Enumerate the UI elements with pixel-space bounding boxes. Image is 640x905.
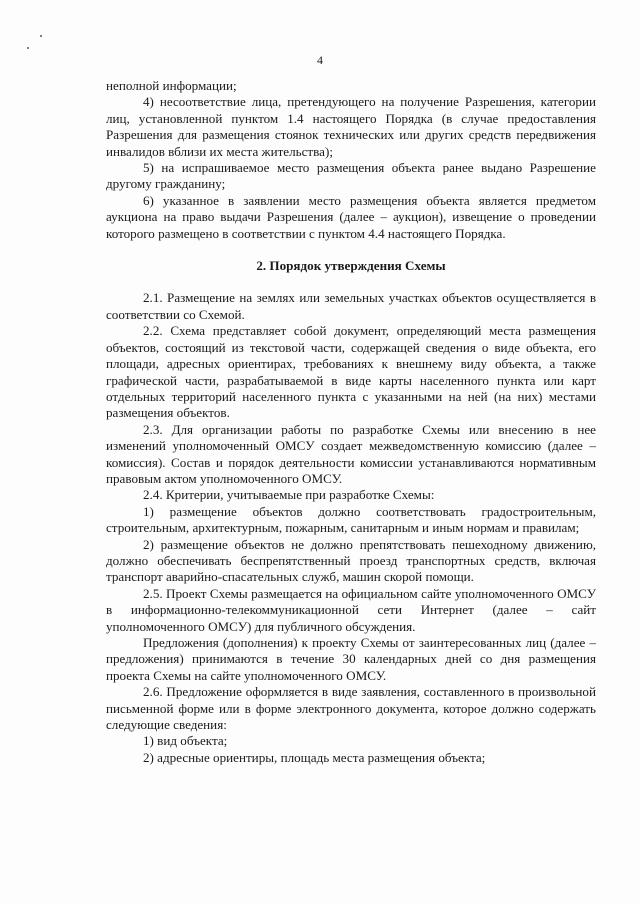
- paragraph: 2) размещение объектов не должно препятствовать пешеходному движению, должно обеспечивать беспрепятственный проезд транспортных средств, включая транспорт аварийно-спасательных служб, машин скорой помощи.: [106, 536, 596, 585]
- section-heading: 2. Порядок утверждения Схемы: [256, 258, 446, 274]
- scan-speck: [40, 35, 42, 37]
- paragraph: 2.6. Предложение оформляется в виде заявления, составленного в произвольной письменной форме или в форме электронного документа, которое должно содержать следующие сведения:: [106, 684, 596, 733]
- paragraph: 2.1. Размещение на землях или земельных участках объектов осуществляется в соответствии со Схемой.: [106, 290, 596, 322]
- paragraph: 4) несоответствие лица, претендующего на получение Разрешения, категории лиц, установленной пунктом 1.4 настоящего Порядка (в случае предоставления Разрешения для размещения стоянок технических или других средств передвижения инвалидов вблизи их места жительства);: [106, 94, 596, 159]
- paragraph: неполной информации;: [106, 78, 237, 93]
- document-body: [106, 78, 596, 766]
- page-number: 4: [317, 53, 323, 67]
- paragraph: 2.2. Схема представляет собой документ, определяющий места размещения объектов, состоящий из текстовой части, содержащей сведения о виде объекта, его площади, адресных ориентирах, требованиях к внешнему виду объекта, а также графической части, разрабатываемой в виде карты населенного пункта или карт отдельных территорий населенного пункта с указанными на ней (на них) местами размещения объектов.: [106, 323, 596, 421]
- paragraph: 1) размещение объектов должно соответствовать градостроительным, строительным, архитектурным, пожарным, санитарным и иным нормам и правилам;: [106, 503, 596, 536]
- paragraph: 5) на испрашиваемое место размещения объекта ранее выдано Разрешение другому гражданину;: [106, 160, 596, 192]
- paragraph: 2.5. Проект Схемы размещается на официальном сайте уполномоченного ОМСУ в информационно-телекоммуникационной сети Интернет (далее – сайт уполномоченного ОМСУ) для публичного обсуждения.: [106, 585, 596, 634]
- paragraph: 1) вид объекта;: [143, 733, 228, 749]
- paragraph: 6) указанное в заявлении место размещения объекта является предметом аукциона на право выдачи Разрешения (далее – аукцион), извещение о проведении которого размещено в соответствии с пунктом 4.4 настоящего Порядка.: [106, 192, 596, 241]
- paragraph: 2) адресные ориентиры, площадь места размещения объекта;: [143, 749, 486, 765]
- paragraph: 2.4. Критерии, учитываемые при разработке Схемы:: [143, 487, 435, 503]
- paragraph: Предложения (дополнения) к проекту Схемы от заинтересованных лиц (далее – предложения) принимаются в течение 30 календарных дней со дня размещения проекта Схемы на сайте уполномоченного ОМСУ.: [106, 635, 596, 683]
- scan-speck: [27, 47, 29, 49]
- paragraph: 2.3. Для организации работы по разработке Схемы или внесению в нее изменений уполномоченный ОМСУ создает межведомственную комиссию (далее – комиссия). Состав и порядок деятельности комиссии устанавливаются нормативным правовым актом уполномоченного ОМСУ.: [106, 421, 596, 486]
